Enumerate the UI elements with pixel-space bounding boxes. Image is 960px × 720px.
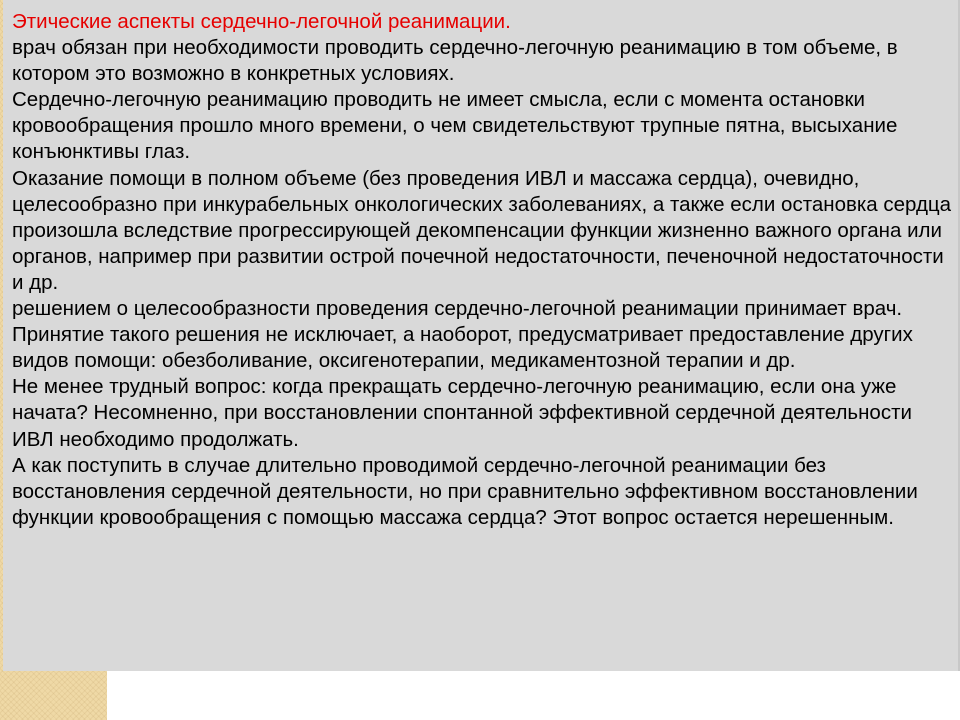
paragraph-no-sense: Сердечно-легочную реанимацию проводить не имеет смысла, если с момента остановки кровообращения прошло много времени, о чем свидетельствуют трупные пятна, высыхание конъюнктивы глаз. [12, 88, 898, 164]
slide-content-panel [3, 0, 960, 671]
slide-title: Этические аспекты сердечно-легочной реанимации. [12, 10, 511, 33]
paragraph-incurable-cases: Оказание помощи в полном объеме (без проведения ИВЛ и массажа сердца), очевидно, целесообразно при инкурабельных онкологических заболеваниях, а также если остановка сердца произошла вследствие прогрессирующей декомпенсации функции жизненно важного органа или органов, например при развитии острой почечной недостаточности, печеночной недостаточности и др. [12, 166, 952, 294]
paragraph-unresolved-question: А как поступить в случае длительно проводимой сердечно-легочной реанимации без восстановления сердечной деятельности, но при сравнительно эффективном восстановлении функции кровообращения с помощью массажа сердца? Этот вопрос остается нерешенным. [12, 453, 918, 529]
paragraph-doctor-decision: решением о целесообразности проведения сердечно-легочной реанимации принимает врач. [12, 297, 903, 321]
paragraph-other-care: Принятие такого решения не исключает, а наоборот, предусматривает предоставление других видов помощи: обезболивание, оксигенотерапии, медикаментозной терапии и др. [12, 323, 913, 373]
paragraph-when-to-stop: Не менее трудный вопрос: когда прекращать сердечно-легочную реанимацию, если она уже начата? Несомненно, при восстановлении спонтанной эффективной сердечной деятельности ИВЛ необходимо продолжать. [12, 375, 912, 451]
paragraph-doctor-obligation: врач обязан при необходимости проводить сердечно-легочную реанимацию в том объеме, в котором это возможно в конкретных условиях. [12, 36, 898, 86]
slide-text-block [12, 9, 957, 531]
